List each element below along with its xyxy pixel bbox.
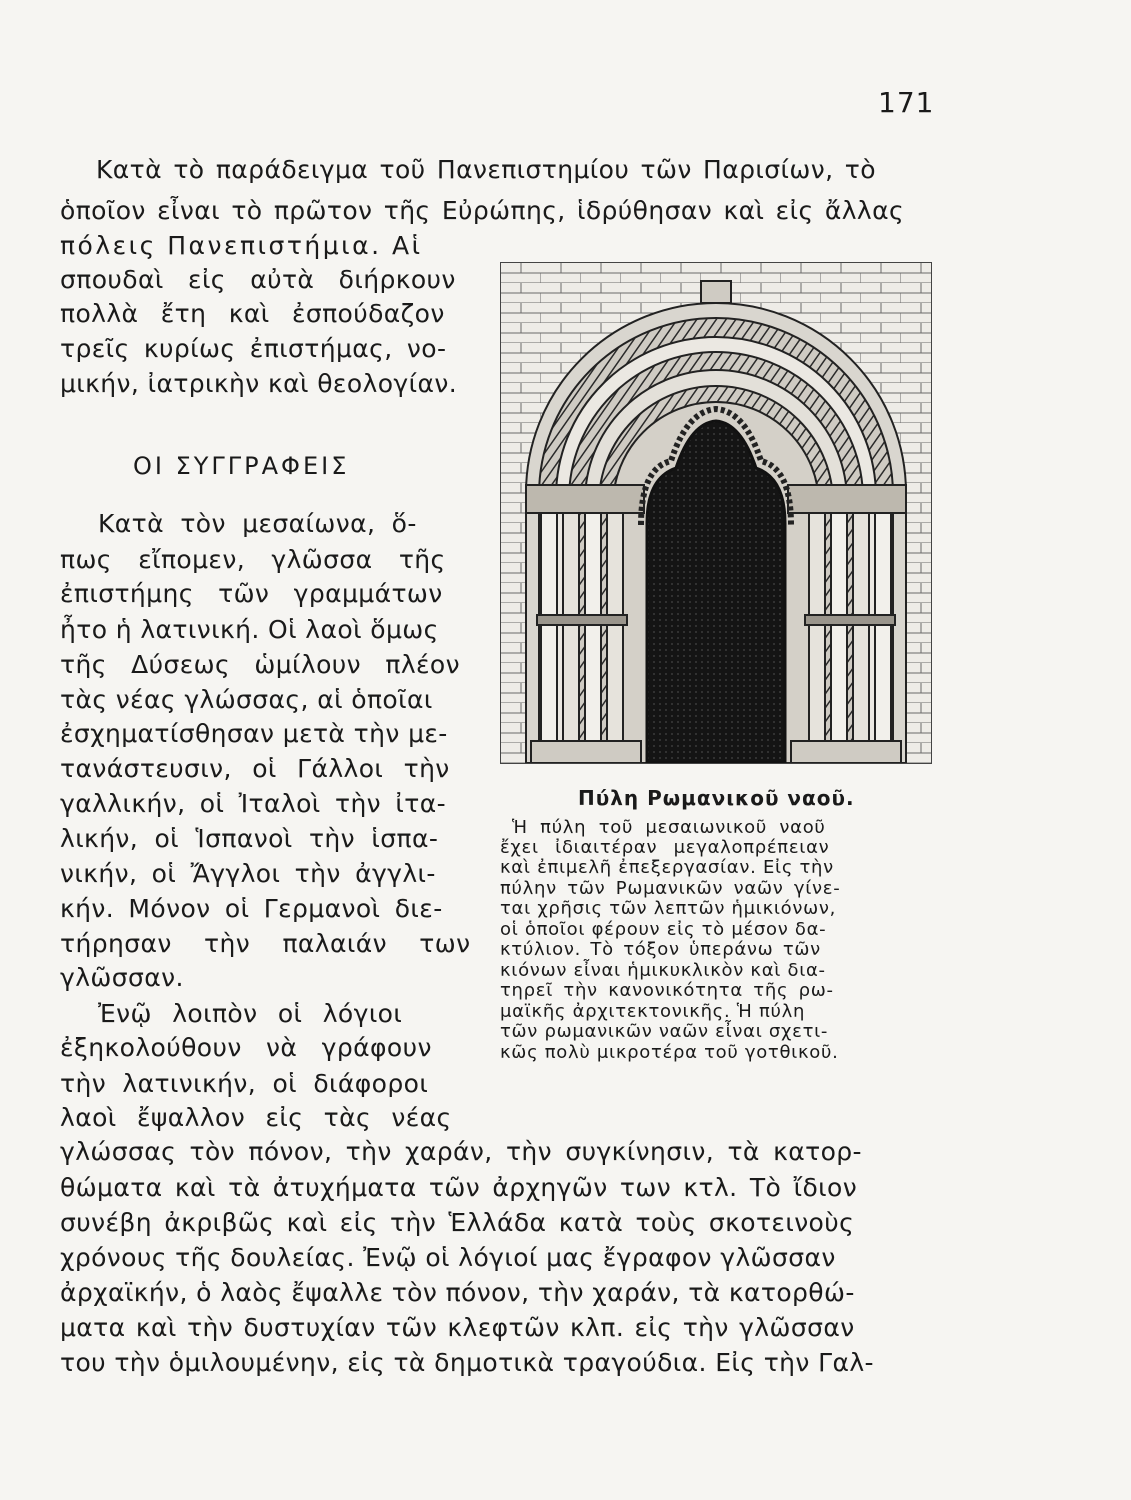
paragraph-line: ἦτο ἡ λατινική. Οἱ λαοὶ ὅμως xyxy=(60,615,439,644)
paragraph-line: πόλεις Πανεπιστήμια. Αἱ xyxy=(60,231,423,260)
paragraph-line: Κατὰ τὸ παράδειγμα τοῦ Πανεπιστημίου τῶν Παρισίων, τὸ xyxy=(96,155,876,184)
paragraph-line: νικήν, οἱ Ἄγγλοι τὴν ἀγγλι- xyxy=(60,859,436,888)
paragraph-line: ἐσχηματίσθησαν μετὰ τὴν με- xyxy=(60,719,448,748)
paragraph-line: τὰς νέας γλώσσας, αἱ ὁποῖαι xyxy=(60,685,433,714)
paragraph-line: τήρησαν τὴν παλαιάν των xyxy=(60,929,471,958)
figure-caption-line: κτύλιον. Τὸ τόξον ὑπεράνω τῶν xyxy=(500,939,821,960)
figure-caption-line: κῶς πολὺ μικροτέρα τοῦ γοτθικοῦ. xyxy=(500,1042,839,1063)
figure-caption-line: Ἡ πύλη τοῦ μεσαιωνικοῦ ναοῦ xyxy=(512,817,826,838)
paragraph-line: πολλὰ ἔτη καὶ ἐσπούδαζον xyxy=(60,299,445,328)
paragraph-line: τὴν λατινικήν, οἱ διάφοροι xyxy=(60,1069,429,1098)
paragraph-line: γλῶσσαν. xyxy=(60,963,184,992)
figure-caption-line: οἱ ὁποῖοι φέρουν εἰς τὸ μέσον δα- xyxy=(500,919,827,940)
figure-caption-line: καὶ ἐπιμελῆ ἐπεξεργασίαν. Εἰς τὴν xyxy=(500,857,834,878)
paragraph-line: ἐπιστήμης τῶν γραμμάτων xyxy=(60,579,443,608)
figure-caption-line: τηρεῖ τὴν κανονικότητα τῆς ρω- xyxy=(500,980,834,1001)
paragraph-line: γαλλικήν, οἱ Ἰταλοὶ τὴν ἰτα- xyxy=(60,789,447,818)
paragraph-line: συνέβη ἀκριβῶς καὶ εἰς τὴν Ἑλλάδα κατὰ τοὺς σκοτεινοὺς xyxy=(60,1208,855,1237)
paragraph-line: λαοὶ ἔψαλλον εἰς τὰς νέας xyxy=(60,1103,452,1132)
page-number: 171 xyxy=(878,86,935,119)
paragraph-line: χρόνους τῆς δουλείας. Ἐνῷ οἱ λόγιοί μας ἔγραφον γλῶσσαν xyxy=(60,1243,836,1272)
romanesque-portal-illustration xyxy=(500,262,932,764)
paragraph-line: ὁποῖον εἶναι τὸ πρῶτον τῆς Εὐρώπης, ἱδρύθησαν καὶ εἰς ἄλλας xyxy=(60,196,905,225)
paragraph-line: γλώσσας τὸν πόνον, τὴν χαράν, τὴν συγκίνησιν, τὰ κατορ- xyxy=(60,1137,862,1166)
figure-caption-line: ται χρῆσις τῶν λεπτῶν ἡμικιόνων, xyxy=(500,898,837,919)
paragraph-line: μικήν, ἰατρικὴν καὶ θεολογίαν. xyxy=(60,369,458,398)
paragraph-line: τανάστευσιν, οἱ Γάλλοι τὴν xyxy=(60,754,450,783)
figure-caption-title: Πύλη Ρωμανικοῦ ναοῦ. xyxy=(578,786,855,810)
figure-caption-line: πύλην τῶν Ρωμανικῶν ναῶν γίνε- xyxy=(500,878,841,899)
paragraph-line: Ἐνῷ λοιπὸν οἱ λόγιοι xyxy=(98,999,403,1028)
figure-caption-line: τῶν ρωμανικῶν ναῶν εἶναι σχετι- xyxy=(500,1021,829,1042)
paragraph-line: ματα καὶ τὴν δυστυχίαν τῶν κλεφτῶν κλπ. εἰς τὴν γλῶσσαν xyxy=(60,1313,855,1342)
paragraph-line: τῆς Δύσεως ὡμίλουν πλέον xyxy=(60,650,460,679)
paragraph-line: θώματα καὶ τὰ ἀτυχήματα τῶν ἀρχηγῶν των κτλ. Τὸ ἴδιον xyxy=(60,1173,858,1202)
figure-caption-line: κιόνων εἶναι ἡμικυκλικὸν καὶ δια- xyxy=(500,960,826,981)
paragraph-line: ἀρχαϊκήν, ὁ λαὸς ἔψαλλε τὸν πόνον, τὴν χαράν, τὰ κατορθώ- xyxy=(60,1278,855,1307)
paragraph-line: του τὴν ὁμιλουμένην, εἰς τὰ δημοτικὰ τραγούδια. Εἰς τὴν Γαλ- xyxy=(60,1348,874,1377)
paragraph-line: λικήν, οἱ Ἱσπανοὶ τὴν ἱσπα- xyxy=(60,824,439,853)
figure-caption-line: μαϊκῆς ἀρχιτεκτονικῆς. Ἡ πύλη xyxy=(500,1001,806,1022)
paragraph-line: κήν. Μόνον οἱ Γερμανοὶ διε- xyxy=(60,894,443,923)
paragraph-line: σπουδαὶ εἰς αὐτὰ διήρκουν xyxy=(60,265,456,294)
section-heading: ΟΙ ΣΥΓΓΡΑΦΕΙΣ xyxy=(133,452,350,480)
paragraph-line: Κατὰ τὸν μεσαίωνα, ὅ- xyxy=(98,509,417,538)
paragraph-line: τρεῖς κυρίως ἐπιστήμας, νο- xyxy=(60,334,447,363)
figure-caption-line: ἔχει ἰδιαιτέραν μεγαλοπρέπειαν xyxy=(500,837,830,858)
paragraph-line: πως εἴπομεν, γλῶσσα τῆς xyxy=(60,545,446,574)
paragraph-line: ἐξηκολούθουν νὰ γράφουν xyxy=(60,1033,432,1062)
